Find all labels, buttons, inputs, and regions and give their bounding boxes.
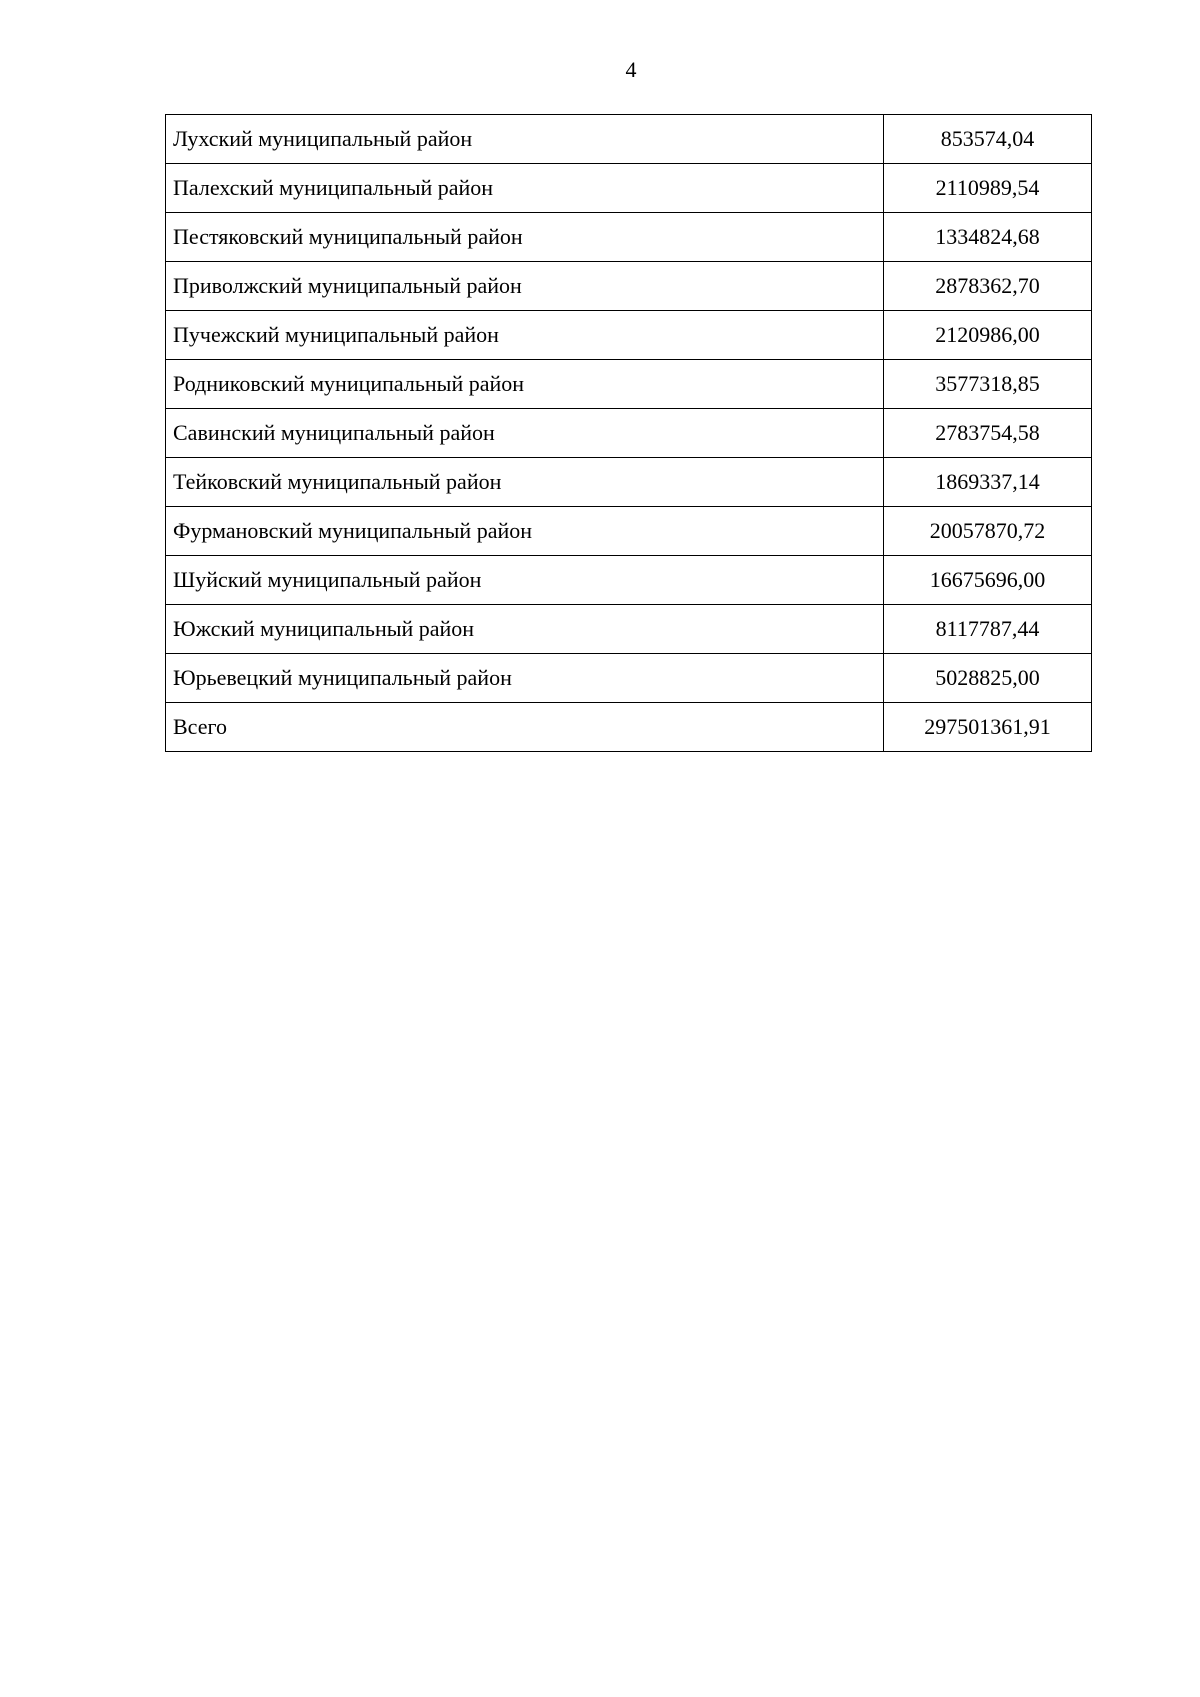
- table-row: [166, 409, 1092, 458]
- total-value-cell: 297501361,91: [884, 703, 1092, 752]
- amount-cell: 2783754,58: [884, 409, 1092, 458]
- amount-cell: 3577318,85: [884, 360, 1092, 409]
- table-row: [166, 605, 1092, 654]
- district-name-cell: Южский муниципальный район: [166, 605, 884, 654]
- table-row: [166, 262, 1092, 311]
- district-name-cell: Шуйский муниципальный район: [166, 556, 884, 605]
- district-funding-table: [165, 114, 1092, 752]
- district-name-cell: Тейковский муниципальный район: [166, 458, 884, 507]
- district-name-cell: Фурмановский муниципальный район: [166, 507, 884, 556]
- amount-cell: 2878362,70: [884, 262, 1092, 311]
- amount-cell: 20057870,72: [884, 507, 1092, 556]
- table-row: [166, 556, 1092, 605]
- total-label-cell: Всего: [166, 703, 884, 752]
- district-name-cell: Приволжский муниципальный район: [166, 262, 884, 311]
- amount-cell: 1869337,14: [884, 458, 1092, 507]
- table-row: [166, 311, 1092, 360]
- table-row: [166, 164, 1092, 213]
- table-row: [166, 507, 1092, 556]
- district-name-cell: Пестяковский муниципальный район: [166, 213, 884, 262]
- district-name-cell: Родниковский муниципальный район: [166, 360, 884, 409]
- amount-cell: 8117787,44: [884, 605, 1092, 654]
- table-row: [166, 458, 1092, 507]
- district-name-cell: Палехский муниципальный район: [166, 164, 884, 213]
- table-row: [166, 654, 1092, 703]
- amount-cell: 1334824,68: [884, 213, 1092, 262]
- amount-cell: 2110989,54: [884, 164, 1092, 213]
- district-name-cell: Пучежский муниципальный район: [166, 311, 884, 360]
- table-row: [166, 360, 1092, 409]
- district-name-cell: Юрьевецкий муниципальный район: [166, 654, 884, 703]
- total-row: [166, 703, 1092, 752]
- amount-cell: 16675696,00: [884, 556, 1092, 605]
- amount-cell: 5028825,00: [884, 654, 1092, 703]
- amount-cell: 853574,04: [884, 115, 1092, 164]
- page-number: 4: [625, 57, 637, 82]
- district-name-cell: Савинский муниципальный район: [166, 409, 884, 458]
- table-row: [166, 213, 1092, 262]
- amount-cell: 2120986,00: [884, 311, 1092, 360]
- district-name-cell: Лухский муниципальный район: [166, 115, 884, 164]
- table-body: [166, 115, 1092, 752]
- table-row: [166, 115, 1092, 164]
